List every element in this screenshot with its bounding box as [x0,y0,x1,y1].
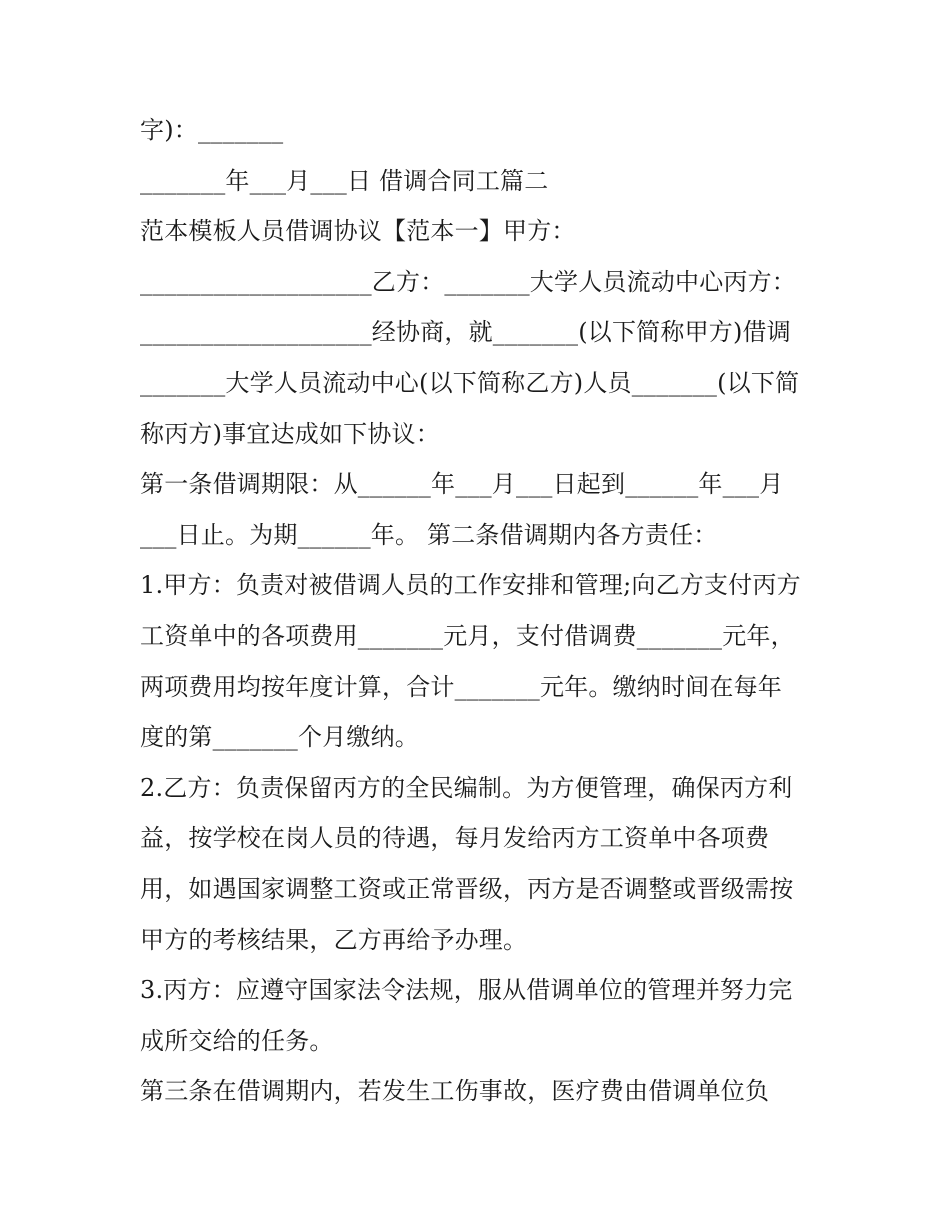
text-line-10: 1.甲方：负责对被借调人员的工作安排和管理;向乙方支付丙方 [140,571,801,600]
text-line-16: 用，如遇国家调整工资或正常晋级，丙方是否调整或晋级需按 [140,874,794,903]
text-line-13: 度的第_______个月缴纳。 [140,723,419,752]
document-body [140,105,820,1117]
text-line-9: ___日止。为期______年。 第二条借调期内各方责任： [140,520,718,549]
text-line-19: 成所交给的任务。 [140,1026,334,1055]
text-line-12: 两项费用均按年度计算，合计_______元年。缴纳时间在每年 [140,672,782,701]
text-line-20: 第三条在借调期内，若发生工伤事故，医疗费由借调单位负 [140,1077,770,1106]
text-line-15: 益，按学校在岗人员的待遇，每月发给丙方工资单中各项费 [140,824,770,853]
text-line-4: ___________________乙方：_______大学人员流动中心丙方： [140,267,796,296]
text-line-5: ___________________经协商，就_______(以下简称甲方)借调 [140,318,791,347]
text-line-14: 2.乙方：负责保留丙方的全民编制。为方便管理，确保丙方利 [140,773,793,802]
text-line-8: 第一条借调期限：从______年___月___日起到______年___月 [140,470,784,499]
text-line-17: 甲方的考核结果，乙方再给予办理。 [140,925,528,954]
text-line-7: 称丙方)事宜达成如下协议： [140,419,440,448]
text-line-1: 字)：_______ [140,116,284,144]
text-line-6: _______大学人员流动中心(以下简称乙方)人员_______(以下简 [140,368,800,397]
text-line-18: 3.丙方：应遵守国家法令法规，服从借调单位的管理并努力完 [140,976,793,1005]
text-line-3: 范本模板人员借调协议【范本一】甲方： [140,217,576,246]
text-line-11: 工资单中的各项费用_______元月，支付借调费_______元年， [140,621,795,650]
text-line-2: _______年___月___日 借调合同工篇二 [140,166,549,195]
